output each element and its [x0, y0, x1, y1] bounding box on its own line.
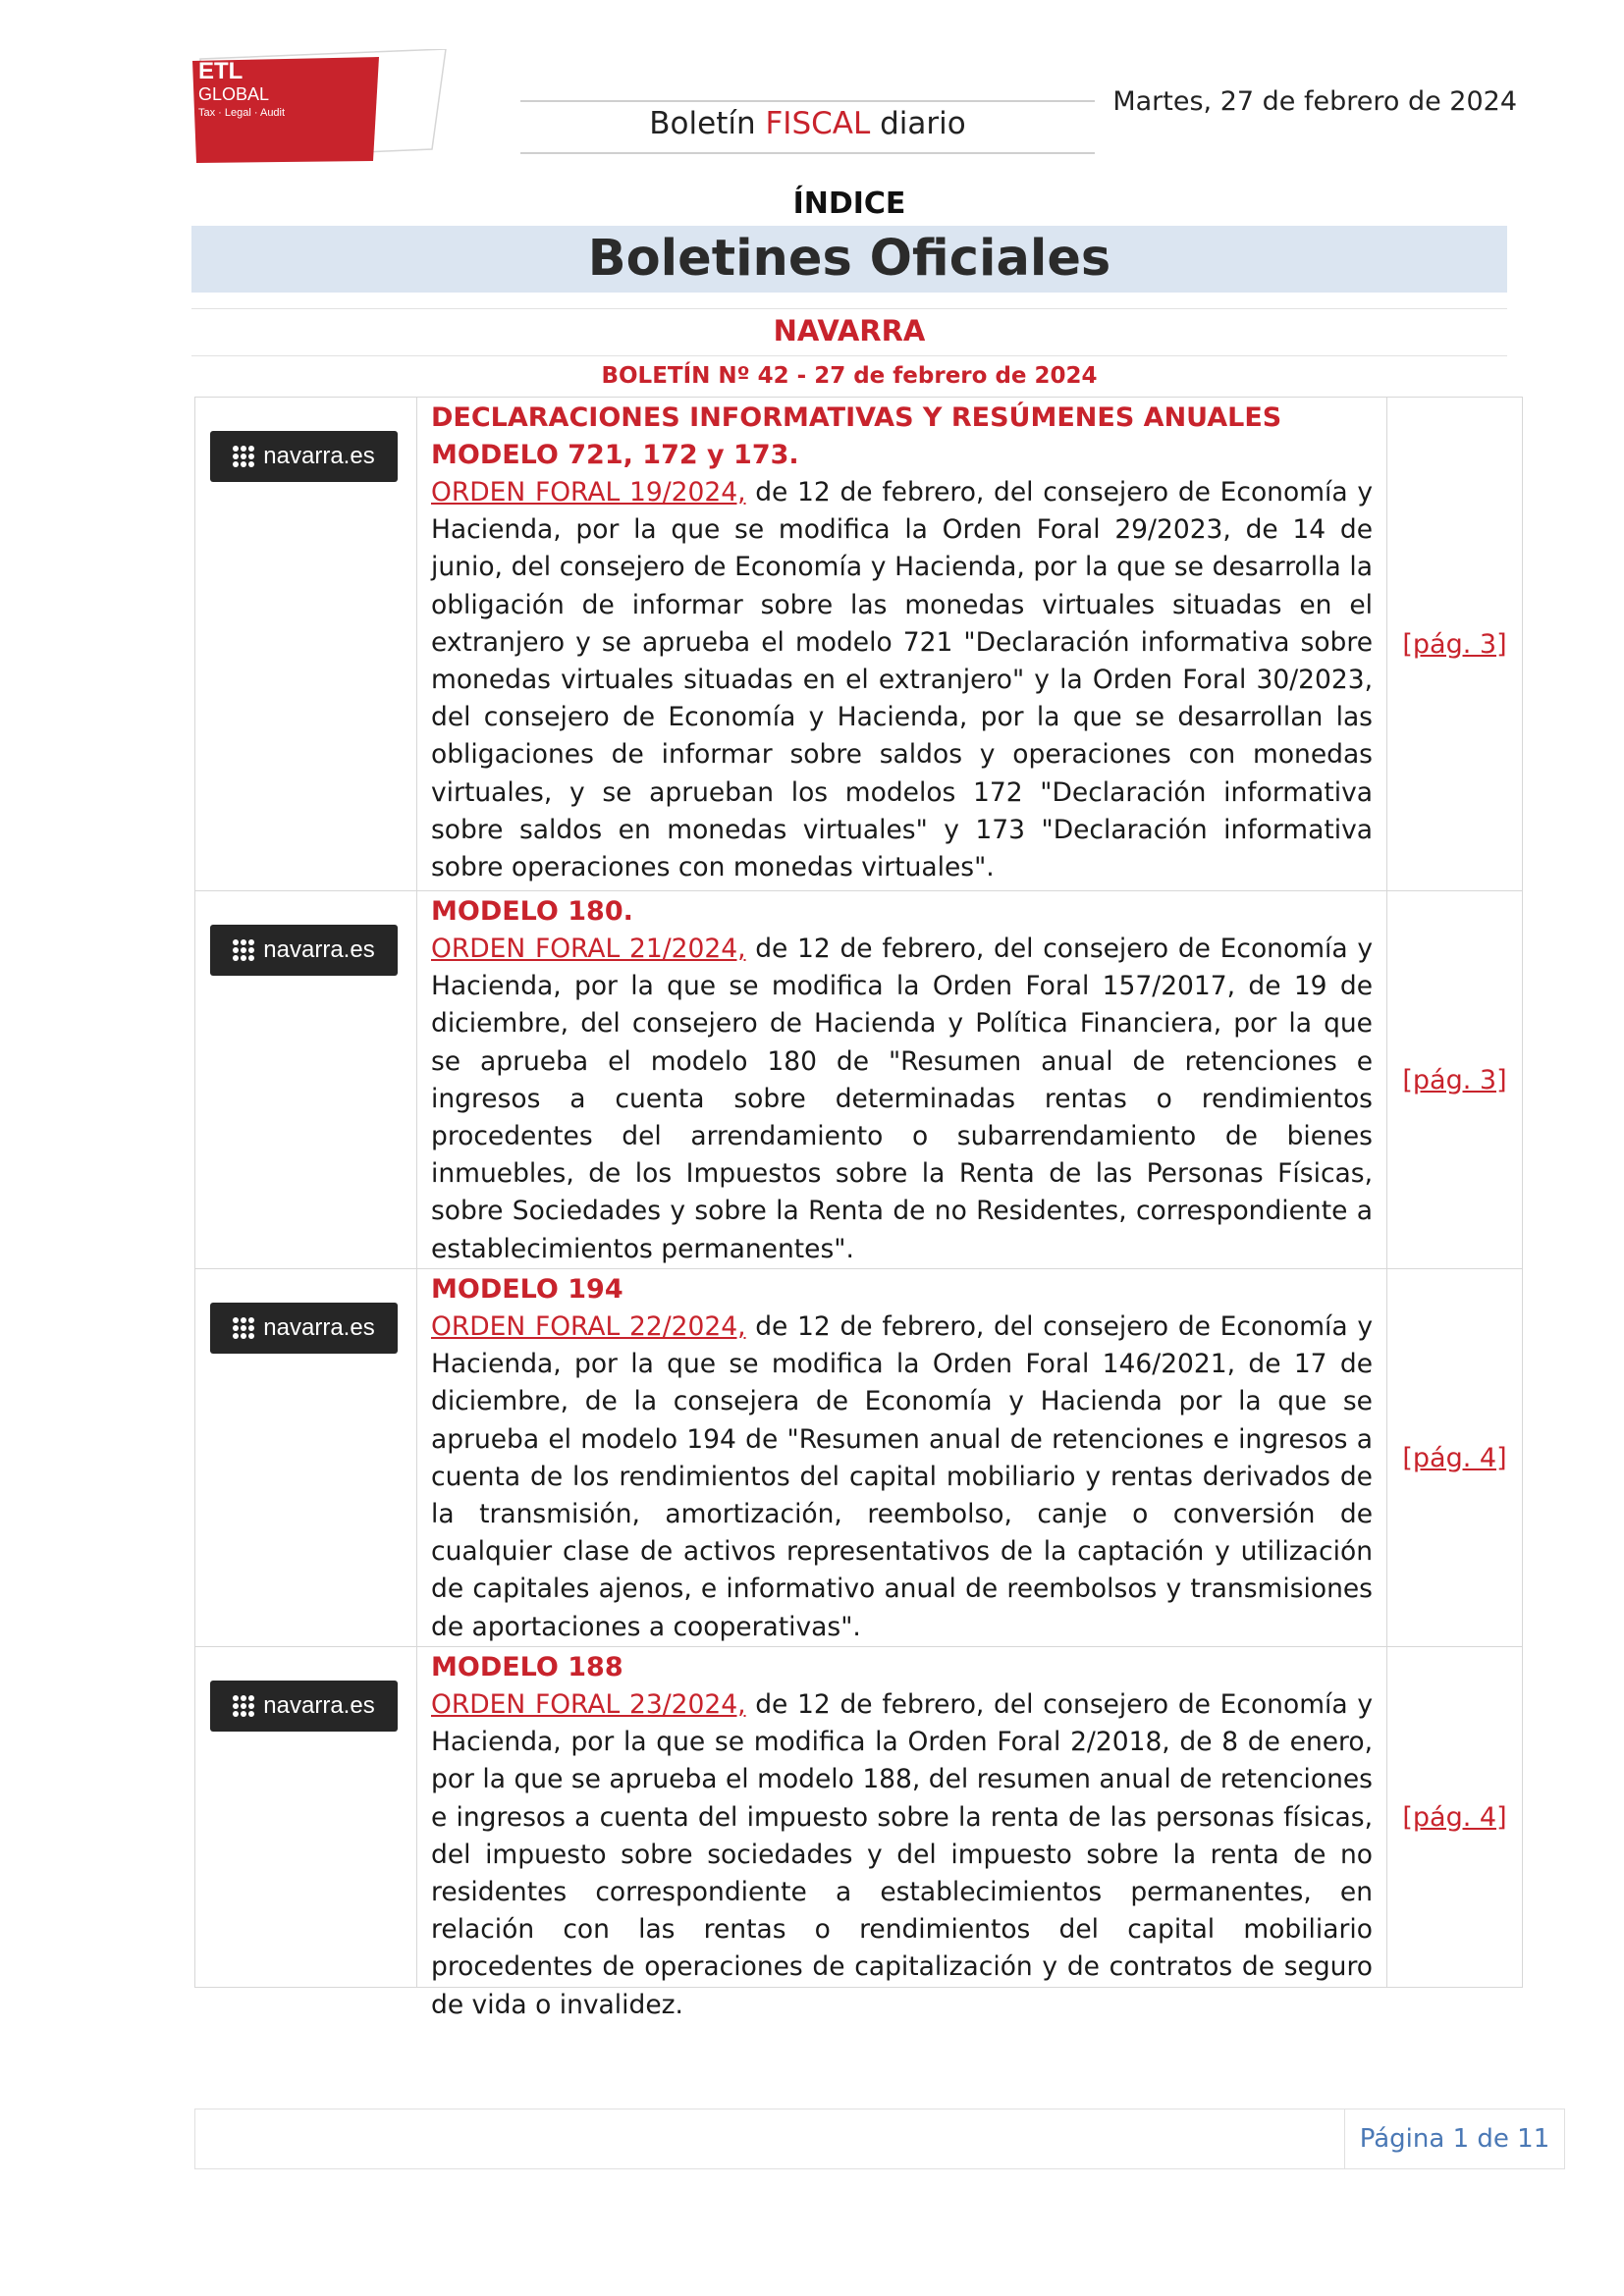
page-ref-cell [1387, 1269, 1522, 1646]
boletin-heading: BOLETÍN Nº 42 - 27 de febrero de 2024 [601, 363, 1098, 389]
page-link[interactable]: [pág. 4] [1402, 1801, 1507, 1833]
logo-text-etl: ETL [198, 58, 244, 84]
orden-foral-link[interactable]: ORDEN FORAL 21/2024, [431, 934, 746, 964]
navarra-logo-text: navarra.es [263, 443, 375, 469]
header-bottom-rule [520, 152, 1095, 154]
divider [191, 308, 1507, 309]
navarra-logo-text: navarra.es [263, 936, 375, 963]
section-banner [191, 226, 1507, 293]
entry-model-title: MODELO 721, 172 y 173. [431, 440, 799, 470]
source-logo-cell [195, 1647, 417, 1987]
region-heading: NAVARRA [773, 314, 926, 347]
logo-text-global: GLOBAL [198, 84, 270, 104]
source-logo-cell [195, 398, 417, 890]
navarra-logo [210, 431, 398, 482]
grid-dots-icon [233, 446, 254, 467]
entry-text-cell [417, 1647, 1387, 2020]
publication-date: Martes, 27 de febrero de 2024 [1112, 86, 1517, 117]
entry-description [431, 931, 1373, 1268]
entry-description [431, 1308, 1373, 1646]
entry-model-title: MODELO 180. [431, 896, 633, 927]
grid-dots-icon [233, 1317, 254, 1339]
page-link[interactable]: [pág. 4] [1402, 1442, 1507, 1473]
page-footer [194, 2109, 1565, 2169]
table-row [195, 1646, 1522, 2020]
page-link[interactable]: [pág. 3] [1402, 628, 1507, 660]
etl-global-logo [192, 49, 450, 163]
title-suffix: diario [870, 106, 966, 141]
navarra-logo [210, 1303, 398, 1354]
orden-foral-link[interactable]: ORDEN FORAL 19/2024, [431, 477, 746, 507]
grid-dots-icon [233, 1695, 254, 1717]
entry-text-cell [417, 1269, 1387, 1646]
orden-foral-link[interactable]: ORDEN FORAL 23/2024, [431, 1689, 746, 1720]
entry-section-title: DECLARACIONES INFORMATIVAS Y RESÚMENES ANUALES [431, 402, 1282, 433]
entry-description [431, 474, 1373, 886]
table-row [195, 1268, 1522, 1646]
entry-text-cell [417, 398, 1387, 890]
navarra-logo-text: navarra.es [263, 1314, 375, 1341]
header-top-rule [520, 100, 1095, 102]
publication-title [520, 106, 1095, 141]
index-table [194, 397, 1523, 2020]
logo-text-tagline: Tax · Legal · Audit [198, 107, 286, 119]
entry-text-cell [417, 891, 1387, 1268]
entry-description [431, 1686, 1373, 2024]
index-heading: ÍNDICE [792, 187, 906, 221]
banner-title: Boletines Oficiales [587, 230, 1111, 288]
entry-model-title: MODELO 188 [431, 1652, 623, 1682]
entry-body: de 12 de febrero, del consejero de Economía y Hacienda, por la que se modifica la Orden Foral 29/2023, de 14 de junio, del consejero de Economía y Hacienda, por la que se desarrolla la obligación de informar sobre las monedas virtuales situadas en el extranjero y se aprueba el modelo 721 "Declaración informativa sobre monedas virtuales situadas en el extranjero" y la Orden Foral 30/2023, del consejero de Economía y Hacienda, por la que se desarrollan las obligaciones de informar sobre saldos y operaciones con monedas virtuales, y se aprueban los modelos 172 "Declaración informativa sobre saldos en monedas virtuales" y 173 "Declaración informativa sobre operaciones con monedas virtuales". [431, 477, 1374, 883]
source-logo-cell [195, 891, 417, 1268]
entry-body: de 12 de febrero, del consejero de Economía y Hacienda, por la que se modifica la Orden Foral 146/2021, de 17 de diciembre, de la consejera de Economía y Hacienda por la que se aprueba el modelo 194 de "Resumen anual de retenciones e ingresos a cuenta de los rendimientos del capital mobiliario y rentas derivados de la transmisión, amortización, reembolso, canje o conversión de cualquier clase de activos representativos de la captación y utilización de capitales ajenos, e informativo anual de reembolsos y transmisiones de aportaciones a cooperativas". [431, 1311, 1374, 1642]
navarra-logo [210, 1681, 398, 1732]
table-row [195, 398, 1522, 890]
title-accent: FISCAL [765, 106, 871, 141]
navarra-logo [210, 925, 398, 976]
orden-foral-link[interactable]: ORDEN FORAL 22/2024, [431, 1311, 746, 1342]
navarra-logo-text: navarra.es [263, 1692, 375, 1719]
table-row [195, 890, 1522, 1268]
divider [191, 355, 1507, 356]
title-prefix: Boletín [649, 106, 766, 141]
source-logo-cell [195, 1269, 417, 1646]
page-link[interactable]: [pág. 3] [1402, 1064, 1507, 1095]
entry-model-title: MODELO 194 [431, 1274, 623, 1305]
footer-blank-cell [195, 2109, 1345, 2168]
grid-dots-icon [233, 939, 254, 961]
entry-body: de 12 de febrero, del consejero de Economía y Hacienda, por la que se modifica la Orden Foral 2/2018, de 8 de enero, por la que se aprueba el modelo 188, del resumen anual de retenciones e ingresos a cuenta del impuesto sobre la renta de las personas físicas, del impuesto sobre sociedades y del impuesto sobre la renta de no residentes correspondiente a establecimientos permanentes, en relación con las rentas o rendimientos del capital mobiliario procedentes de operaciones de capitalización y de contratos de seguro de vida o invalidez. [431, 1689, 1374, 2020]
page-ref-cell [1387, 1647, 1522, 1987]
page-ref-cell [1387, 891, 1522, 1268]
page-number: Página 1 de 11 [1359, 2124, 1550, 2154]
page-ref-cell [1387, 398, 1522, 890]
entry-body: de 12 de febrero, del consejero de Economía y Hacienda, por la que se modifica la Orden Foral 157/2017, de 19 de diciembre, del consejero de Hacienda y Política Financiera, por la que se aprueba el modelo 180 de "Resumen anual de retenciones e ingresos a cuenta sobre determinadas rentas o rendimientos procedentes del arrendamiento o subarrendamiento de bienes inmuebles, de los Impuestos sobre la Renta de las Personas Físicas, sobre Sociedades y sobre la Renta de no Residentes, correspondiente a establecimientos permanentes". [431, 934, 1374, 1264]
